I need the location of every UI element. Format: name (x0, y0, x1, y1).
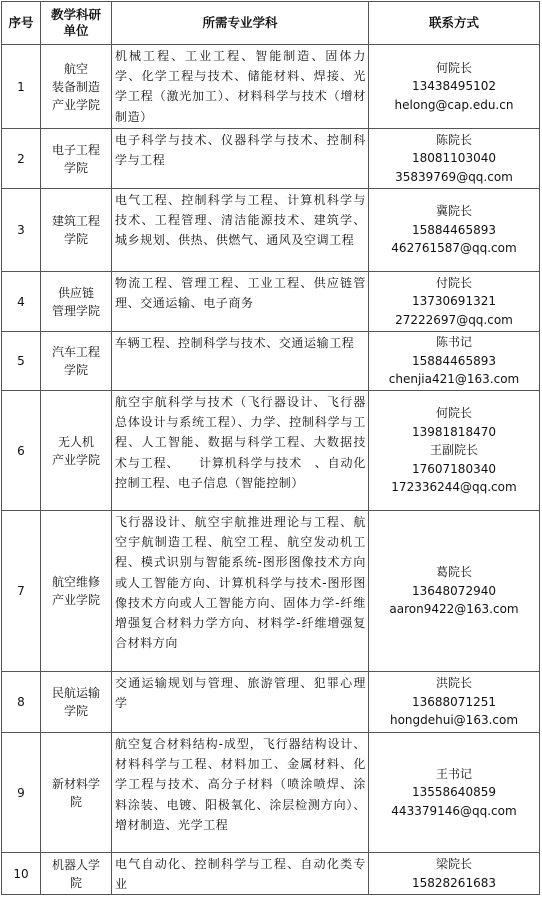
contact-cell (369, 272, 540, 332)
subjects-cell: 航空宇航科学与技术（飞行器设计、飞行器总体设计与系统工程）、力学、控制科学与工程、人工智能、数据与科学工程、大数据技术与工程、 计算机科学与技术 、自动化控制工程、电子信息（智能控制） (112, 391, 369, 511)
contact-phone: 13981818470 (412, 424, 496, 439)
unit-line: 电子工程 (51, 142, 100, 157)
row-number: 4 (2, 272, 41, 332)
header-row (2, 2, 540, 45)
unit-line: 机器人学 (51, 857, 100, 872)
contact-person: 王书记 (435, 766, 472, 781)
table-row (2, 733, 540, 853)
contact-phone: 13730691321 (412, 294, 496, 309)
recruitment-table (1, 1, 540, 895)
unit-cell (41, 45, 112, 129)
contact-email: aaron9422@163.com (389, 602, 519, 617)
unit-line: 产业学院 (51, 452, 100, 467)
contact-cell (369, 672, 540, 733)
contact-cell (369, 733, 540, 853)
contact-person: 葛院长 (435, 565, 472, 580)
unit-cell (41, 129, 112, 189)
contact-person: 付院长 (435, 275, 472, 290)
contact-email: chenjia421@163.com (388, 372, 520, 387)
table-row (2, 272, 540, 332)
header-subjects: 所需专业学科 (112, 2, 369, 45)
contact-cell (369, 45, 540, 129)
subjects-cell: 电子科学与技术、仪器科学与技术、控制科学与工程 (112, 129, 369, 189)
contact-email: 27222697@qq.com (395, 312, 513, 327)
unit-line: 产业学院 (51, 593, 100, 607)
contact-person: 梁院长 (435, 857, 472, 872)
table-row (2, 853, 540, 895)
contact-phone: 15884465893 (412, 353, 496, 368)
unit-cell (41, 189, 112, 272)
header-unit-line2: 单位 (63, 23, 89, 38)
contact-person: 陈院长 (435, 132, 472, 147)
subjects-cell: 交通运输规划与管理、旅游管理、犯罪心理学 (112, 672, 369, 733)
contact-email: helong@cap.edu.cn (394, 97, 514, 112)
unit-line: 装备制造 (51, 79, 100, 94)
unit-line: 管理学院 (51, 303, 100, 318)
unit-cell (41, 853, 112, 895)
subjects-cell: 飞行器设计、航空宇航推进理论与工程、航空宇航制造工程、航空工程、航空发动机工程、模式识别与智能系统-图形图像技术方向或人工智能方向、计算机科学与技术-图形图像技术方向或人工智能方向、固体力学-纤维增强复合材料力学方向、材料学-纤维增强复合材料方向 (112, 511, 369, 672)
contact-cell (369, 511, 540, 672)
row-number: 7 (2, 511, 41, 672)
contact-phone-2: 17607180340 (412, 461, 496, 476)
contact-person-2: 王副院长 (429, 443, 478, 458)
unit-cell (41, 391, 112, 511)
unit-line: 航空维修 (51, 575, 100, 589)
contact-email: hongdehui@163.com (389, 713, 519, 728)
unit-cell (41, 332, 112, 391)
contact-phone: 13688071251 (412, 694, 496, 709)
table-row (2, 511, 540, 672)
contact-phone: 13438495102 (412, 79, 496, 94)
contact-phone: 13648072940 (412, 583, 496, 598)
unit-line: 供应链 (57, 285, 94, 300)
contact-email: 172336244@qq.com (391, 480, 517, 495)
row-number: 1 (2, 45, 41, 129)
unit-cell (41, 511, 112, 672)
contact-phone: 15884465893 (412, 222, 496, 237)
unit-line: 学院 (63, 160, 88, 175)
unit-line: 院 (69, 875, 82, 890)
table-row (2, 332, 540, 391)
row-number: 5 (2, 332, 41, 391)
unit-line: 学院 (63, 704, 88, 718)
unit-line: 学院 (63, 232, 88, 246)
subjects-cell: 航空复合材料结构-成型，飞行器结构设计、材料科学与工程、材料加工、金属材料、化学工程与技术、高分子材料（喷涂喷焊、涂料涂装、电镀、阳极氧化、涂层检测方向）、增材制造、光学工程 (112, 733, 369, 853)
row-number: 3 (2, 189, 41, 272)
subjects-cell: 机械工程、工业工程、智能制造、固体力学、化学工程与技术、储能材料、焊接、光学工程（激光加工）、材料科学与技术（增材制造） (112, 45, 369, 129)
unit-line: 航空 (63, 61, 88, 76)
contact-person: 何院长 (435, 406, 472, 421)
contact-email: 462761587@qq.com (391, 241, 517, 256)
contact-cell (369, 853, 540, 895)
contact-email: 35839769@qq.com (395, 169, 513, 184)
unit-cell (41, 672, 112, 733)
row-number: 6 (2, 391, 41, 511)
contact-cell (369, 391, 540, 511)
row-number: 9 (2, 733, 41, 853)
unit-line: 新材料学 (51, 776, 100, 791)
row-number: 2 (2, 129, 41, 189)
unit-line: 建筑工程 (51, 214, 100, 228)
unit-line: 汽车工程 (51, 345, 100, 359)
contact-phone: 13558640859 (412, 785, 496, 800)
contact-cell (369, 332, 540, 391)
table-row (2, 189, 540, 272)
contact-email: 443379146@qq.com (391, 803, 517, 818)
table-row (2, 672, 540, 733)
contact-person: 洪院长 (435, 676, 472, 691)
contact-person: 陈书记 (435, 335, 472, 350)
unit-cell (41, 733, 112, 853)
unit-line: 学院 (63, 363, 88, 377)
row-number: 8 (2, 672, 41, 733)
table-row (2, 129, 540, 189)
subjects-cell: 电气工程、控制科学与工程、计算机科学与技术、工程管理、清洁能源技术、建筑学、城乡规划、供热、供燃气、通风及空调工程 (112, 189, 369, 272)
contact-cell (369, 129, 540, 189)
contact-person: 何院长 (435, 60, 472, 75)
contact-phone: 15828261683 (412, 875, 496, 890)
table-row (2, 391, 540, 511)
header-unit (41, 2, 112, 45)
subjects-cell: 电气自动化、控制科学与工程、自动化类专业 (112, 853, 369, 895)
contact-phone: 18081103040 (412, 151, 496, 166)
unit-line: 无人机 (57, 434, 94, 449)
unit-cell (41, 272, 112, 332)
table-row (2, 45, 540, 129)
unit-line: 民航运输 (51, 686, 100, 700)
unit-line: 院 (69, 794, 82, 809)
contact-cell (369, 189, 540, 272)
header-no: 序号 (2, 2, 41, 45)
header-contact: 联系方式 (369, 2, 540, 45)
subjects-cell: 车辆工程、控制科学与技术、交通运输工程 (112, 332, 369, 391)
contact-person: 冀院长 (435, 204, 472, 219)
row-number: 10 (2, 853, 41, 895)
unit-line: 产业学院 (51, 97, 100, 112)
subjects-cell: 物流工程、管理工程、工业工程、供应链管理、交通运输、电子商务 (112, 272, 369, 332)
header-unit-line1: 教学科研 (50, 7, 101, 22)
